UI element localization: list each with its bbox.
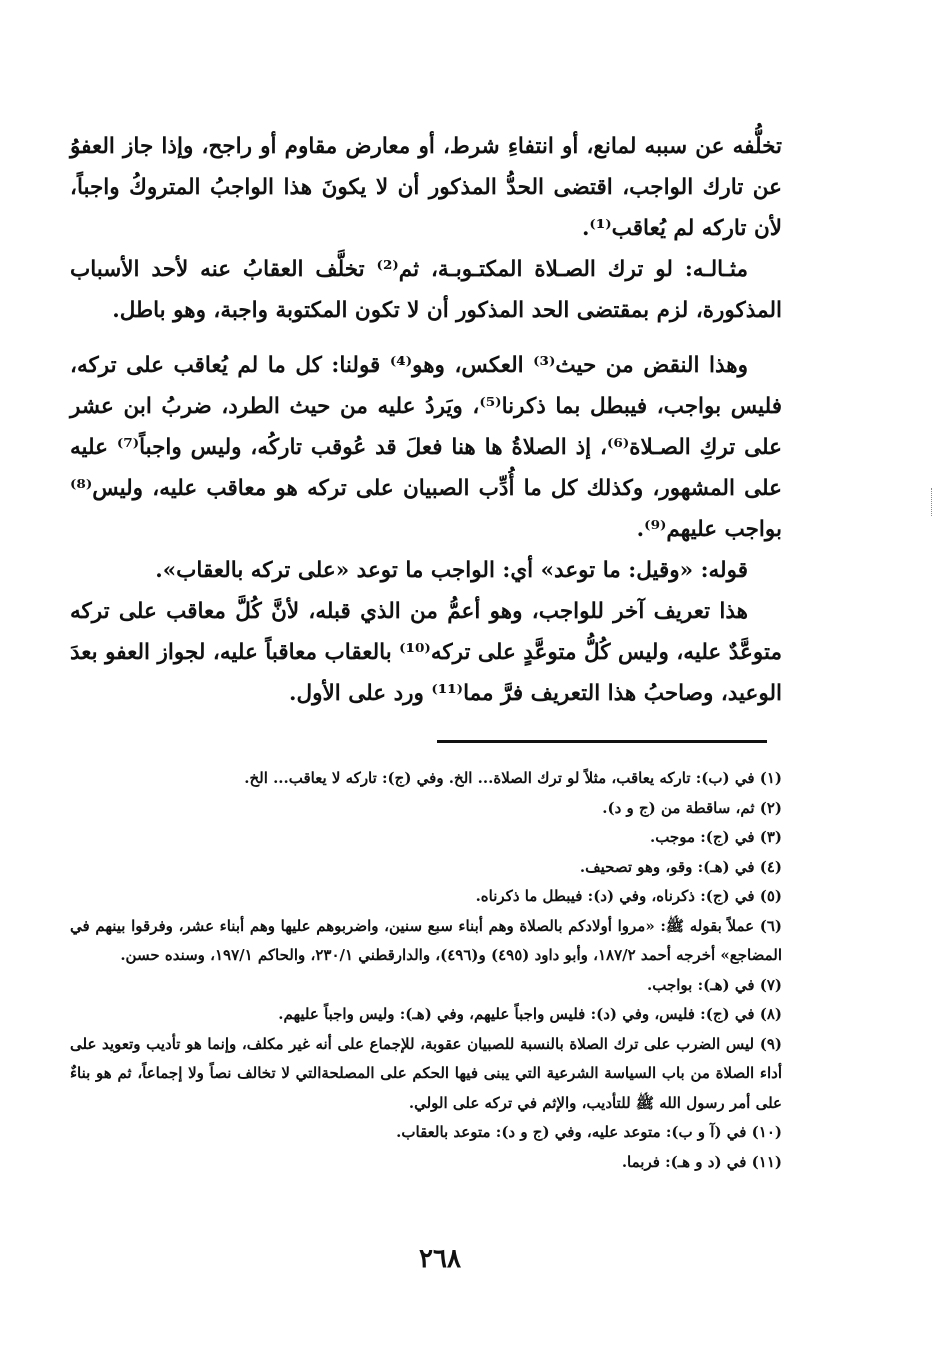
paragraph: قوله: «وقيل: ما توعد» أي: الواجب ما توعد «على تركه بالعقاب». [155, 558, 748, 583]
scan-margin-mark [931, 488, 934, 516]
paragraph: وهذا النقض من حيث⁽³⁾ العكس، وهو⁽⁴⁾ قولنا: كل ما لم يُعاقب على تركه، فليس بواجب، فيبطل بما ذكرنا⁽⁵⁾، ويَردُ عليه من حيث الطرد، ضربُ ابن عشر على تركِ الصـلاة⁽⁶⁾، إذ الصلاةُ ها هنا فعلَ قد عُوقب تاركُه، وليس واجباً⁽⁷⁾ عليه على المشهور، وكذلك كل ما أُدِّب الصبيان على تركه هو معاقب عليه، وليس⁽⁸⁾ بواجب عليهم⁽⁹⁾. [70, 353, 783, 542]
footnote: (٧) في (هـ): بواجب. [647, 975, 782, 994]
footnote: (٢) ثم، ساقطة من (ج و د). [602, 798, 782, 817]
footnote: (٥) في (ج): ذكرناه، وفي (د): فيبطل ما ذكرناه. [475, 887, 782, 905]
footnote: (٦) عملاً بقوله ﷺ: «مروا أولادكم بالصلاة وهم أبناء سبع سنين، واضربوهم عليها وهم أبناء عشر، وفرقوا بينهم في المضاجع» أخرجه أحمد ١٨٧/٢، وأبو داود (٤٩٥) و(٤٩٦)، والدارقطني ٢٣٠/١، والحاكم ١٩٧/١، وسنده حسن. [70, 916, 782, 964]
footnote: (١) في (ب): تاركه يعاقب، مثلاً لو ترك الصلاة... الخ. وفي (ج): تاركه لا يعاقب... الخ. [244, 769, 782, 787]
paragraph: تخلُّفه عن سببه لمانع، أو انتفاءِ شرط، أو معارض مقاوم أو راجح، وإذا جاز العفوُ عن تارك الواجب، اقتضى الحدُّ المذكور أن لا يكونَ هذا الواجبُ المتروكُ واجباً، لأن تاركه لم يُعاقب⁽¹⁾. [70, 134, 782, 241]
main-text [70, 126, 782, 714]
footnotes [70, 764, 782, 1177]
footnote: (٣) في (ج): موجب. [649, 828, 782, 846]
footnote: (١٠) في (آ و ب): متوعد عليه، وفي (ج و د): متوعد بالعقاب. [396, 1123, 782, 1141]
footnote: (١١) في (د و هـ): فربما. [621, 1152, 782, 1171]
paragraph: هذا تعريف آخر للواجب، وهو أعمُّ من الذي قبله، لأنَّ كُلَّ معاقب على تركه متوعَّدٌ عليه، وليس كُلُّ متوعَّدٍ على تركه⁽¹⁰⁾ بالعقاب معاقباً عليه، لجواز العفو بعدَ الوعيد، وصاحبُ هذا التعريف فرَّ مما⁽¹¹⁾ ورد على الأول. [70, 599, 782, 706]
footnote: (٩) ليس الضرب على ترك الصلاة بالنسبة للصبيان عقوبة، للإجماع على أنه غير مكلف، وإنما هو تأديب وتعويد على أداء الصلاة من باب السياسة الشرعية التي يبنى فيها الحكم على المصلحةالتي لا تخالف نصاً ولا إجماعاً، ثم هو بناءٌ على أمر رسول الله ﷺ للتأديب، والإثم في تركه على الولي. [70, 1034, 782, 1112]
footnote-separator [437, 740, 767, 743]
footnote: (٨) في (ج): فليس، وفي (د): فليس واجباً عليهم، وفي (هـ): وليس واجباً عليهم. [278, 1005, 782, 1023]
page-number: ٢٦٨ [419, 1244, 461, 1274]
footnote: (٤) في (هـ): وقو، وهو تصحيف. [579, 857, 782, 876]
paragraph: مثـالـه: لو ترك الصـلاة المكتـوبـة، ثم⁽²⁾ تخلَّف العقابُ عنه لأحد الأسباب المذكورة، لزم بمقتضى الحد المذكور أن لا تكون المكتوبة واجبة، وهو باطل. [70, 257, 782, 323]
